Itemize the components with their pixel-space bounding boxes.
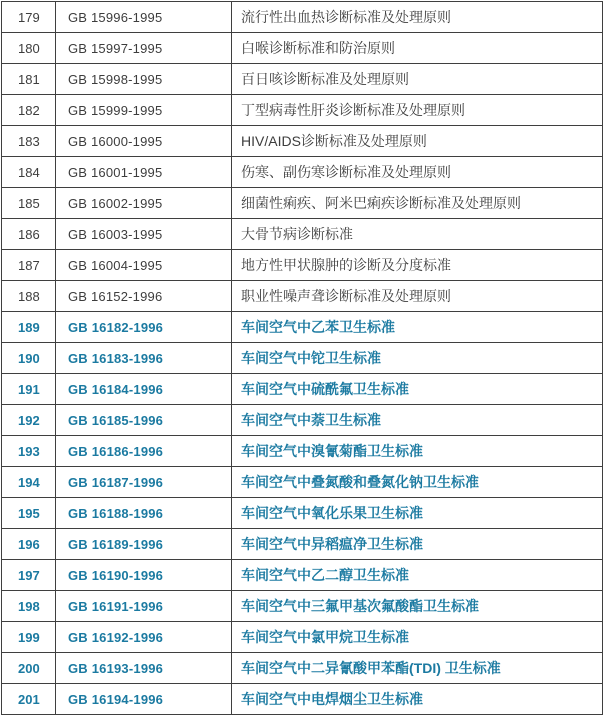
row-number-cell[interactable]: 200: [2, 653, 56, 684]
standard-code-cell[interactable]: GB 16186-1996: [56, 436, 232, 467]
standard-title-cell: 大骨节病诊断标准: [232, 219, 603, 250]
standard-title-cell: 百日咳诊断标准及处理原则: [232, 64, 603, 95]
table-row: [2, 33, 603, 64]
standard-title-cell[interactable]: 车间空气中叠氮酸和叠氮化钠卫生标准: [232, 467, 603, 498]
row-number-cell[interactable]: 191: [2, 374, 56, 405]
row-number-cell: 188: [2, 281, 56, 312]
row-number-cell: 182: [2, 95, 56, 126]
standard-code-cell[interactable]: GB 16192-1996: [56, 622, 232, 653]
standard-title-cell[interactable]: 车间空气中铊卫生标准: [232, 343, 603, 374]
table-row: [2, 281, 603, 312]
standard-title-cell: 细菌性痢疾、阿米巴痢疾诊断标准及处理原则: [232, 188, 603, 219]
row-number-cell: 186: [2, 219, 56, 250]
table-row: [2, 95, 603, 126]
standard-code-cell: GB 16001-1995: [56, 157, 232, 188]
standard-code-cell[interactable]: GB 16182-1996: [56, 312, 232, 343]
row-number-cell: 185: [2, 188, 56, 219]
standard-title-cell[interactable]: 车间空气中二异氰酸甲苯酯(TDI) 卫生标准: [232, 653, 603, 684]
table-row: [2, 157, 603, 188]
table-row: [2, 653, 603, 684]
table-row: [2, 498, 603, 529]
row-number-cell[interactable]: 195: [2, 498, 56, 529]
standard-code-cell[interactable]: GB 16185-1996: [56, 405, 232, 436]
table-row: [2, 374, 603, 405]
table-row: [2, 312, 603, 343]
standard-title-cell[interactable]: 车间空气中电焊烟尘卫生标准: [232, 684, 603, 715]
standard-code-cell: GB 16002-1995: [56, 188, 232, 219]
row-number-cell[interactable]: 199: [2, 622, 56, 653]
standard-title-cell[interactable]: 车间空气中氧化乐果卫生标准: [232, 498, 603, 529]
standard-title-cell: 白喉诊断标准和防治原则: [232, 33, 603, 64]
row-number-cell[interactable]: 194: [2, 467, 56, 498]
standard-code-cell[interactable]: GB 16191-1996: [56, 591, 232, 622]
standard-title-cell: 丁型病毒性肝炎诊断标准及处理原则: [232, 95, 603, 126]
row-number-cell: 180: [2, 33, 56, 64]
standard-code-cell: GB 16152-1996: [56, 281, 232, 312]
standard-code-cell[interactable]: GB 16184-1996: [56, 374, 232, 405]
table-row: [2, 467, 603, 498]
standard-title-cell[interactable]: 车间空气中乙二醇卫生标准: [232, 560, 603, 591]
row-number-cell[interactable]: 198: [2, 591, 56, 622]
standard-code-cell[interactable]: GB 16183-1996: [56, 343, 232, 374]
standard-code-cell[interactable]: GB 16194-1996: [56, 684, 232, 715]
row-number-cell: 183: [2, 126, 56, 157]
table-row: [2, 591, 603, 622]
row-number-cell: 184: [2, 157, 56, 188]
standard-title-cell: HIV/AIDS诊断标准及处理原则: [232, 126, 603, 157]
row-number-cell[interactable]: 196: [2, 529, 56, 560]
standard-code-cell: GB 16000-1995: [56, 126, 232, 157]
row-number-cell: 181: [2, 64, 56, 95]
table-row: [2, 684, 603, 715]
standards-table-body: [2, 2, 603, 715]
standard-code-cell: GB 15998-1995: [56, 64, 232, 95]
row-number-cell[interactable]: 192: [2, 405, 56, 436]
standards-table: [1, 1, 603, 715]
table-row: [2, 436, 603, 467]
standard-title-cell: 职业性噪声聋诊断标准及处理原则: [232, 281, 603, 312]
standard-title-cell: 地方性甲状腺肿的诊断及分度标准: [232, 250, 603, 281]
standard-title-cell[interactable]: 车间空气中萘卫生标准: [232, 405, 603, 436]
table-row: [2, 405, 603, 436]
standard-code-cell[interactable]: GB 16187-1996: [56, 467, 232, 498]
table-row: [2, 343, 603, 374]
standard-title-cell[interactable]: 车间空气中三氟甲基次氟酸酯卫生标准: [232, 591, 603, 622]
row-number-cell[interactable]: 193: [2, 436, 56, 467]
standard-code-cell: GB 16004-1995: [56, 250, 232, 281]
standard-title-cell[interactable]: 车间空气中硫酰氟卫生标准: [232, 374, 603, 405]
standard-title-cell: 流行性出血热诊断标准及处理原则: [232, 2, 603, 33]
standard-code-cell: GB 15996-1995: [56, 2, 232, 33]
standard-code-cell[interactable]: GB 16189-1996: [56, 529, 232, 560]
standard-code-cell: GB 16003-1995: [56, 219, 232, 250]
table-row: [2, 188, 603, 219]
table-row: [2, 64, 603, 95]
row-number-cell[interactable]: 189: [2, 312, 56, 343]
standard-title-cell[interactable]: 车间空气中氯甲烷卫生标准: [232, 622, 603, 653]
row-number-cell[interactable]: 201: [2, 684, 56, 715]
table-row: [2, 529, 603, 560]
table-row: [2, 622, 603, 653]
row-number-cell[interactable]: 190: [2, 343, 56, 374]
table-row: [2, 126, 603, 157]
row-number-cell[interactable]: 197: [2, 560, 56, 591]
standard-code-cell: GB 15997-1995: [56, 33, 232, 64]
standard-title-cell[interactable]: 车间空气中异稻瘟净卫生标准: [232, 529, 603, 560]
standard-title-cell[interactable]: 车间空气中乙苯卫生标准: [232, 312, 603, 343]
row-number-cell: 187: [2, 250, 56, 281]
table-row: [2, 219, 603, 250]
standard-code-cell: GB 15999-1995: [56, 95, 232, 126]
standard-code-cell[interactable]: GB 16193-1996: [56, 653, 232, 684]
standard-code-cell[interactable]: GB 16188-1996: [56, 498, 232, 529]
table-row: [2, 250, 603, 281]
row-number-cell: 179: [2, 2, 56, 33]
table-row: [2, 560, 603, 591]
standard-title-cell: 伤寒、副伤寒诊断标准及处理原则: [232, 157, 603, 188]
standard-title-cell[interactable]: 车间空气中溴氰菊酯卫生标准: [232, 436, 603, 467]
standard-code-cell[interactable]: GB 16190-1996: [56, 560, 232, 591]
table-row: [2, 2, 603, 33]
